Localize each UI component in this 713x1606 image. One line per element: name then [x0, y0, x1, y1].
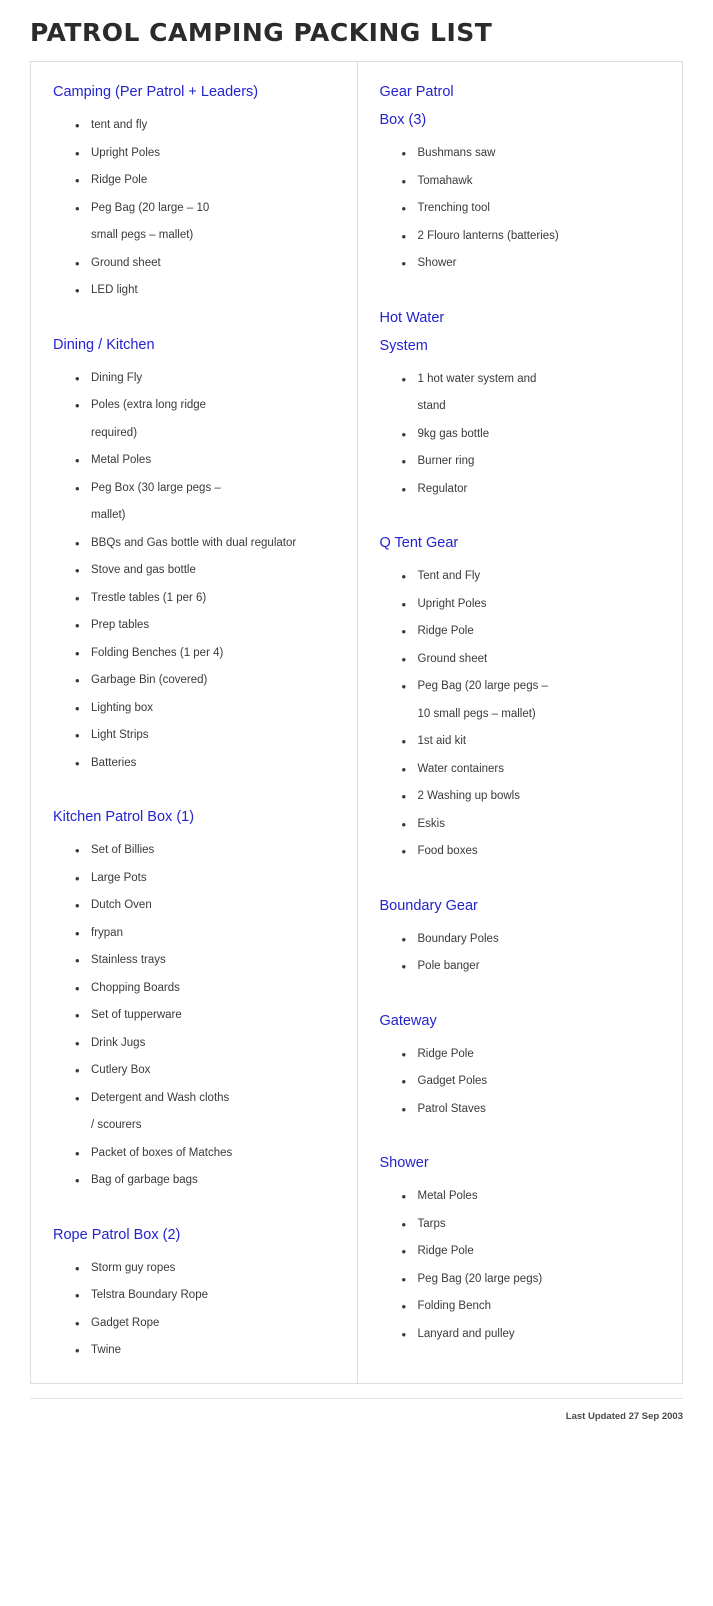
list-item-text: Upright Poles — [91, 146, 161, 159]
list-item-text: Detergent and Wash cloths — [91, 1091, 230, 1104]
list-item — [75, 920, 347, 948]
list-item-text: Gadget Poles — [417, 1075, 488, 1087]
list-item-text: Tent and Fly — [417, 570, 481, 582]
section-heading — [380, 529, 673, 557]
section-item-list — [53, 365, 347, 778]
section-heading-text: Hot Water — [379, 309, 445, 326]
list-item — [402, 953, 673, 981]
list-item — [75, 612, 347, 640]
list-item — [402, 366, 673, 421]
list-item-text-continued: / scourers — [91, 1119, 142, 1131]
list-item — [402, 140, 673, 168]
section-heading-text-line2: System — [379, 337, 428, 354]
list-item-text: Garbage Bin (covered) — [91, 674, 208, 686]
list-item-text: Upright Poles — [417, 597, 487, 610]
list-item — [75, 837, 347, 865]
list-item-text: Prep tables — [91, 619, 150, 631]
list-item-text-continued: required) — [91, 426, 138, 439]
list-item-text: Trestle tables (1 per 6) — [91, 591, 207, 604]
list-item — [75, 277, 347, 305]
section-heading-text: Rope Patrol Box (2) — [53, 1226, 181, 1243]
list-item — [75, 695, 347, 723]
section-heading — [53, 1221, 347, 1249]
list-item — [402, 1183, 673, 1211]
list-item — [75, 1282, 347, 1310]
list-item-text: Trenching tool — [417, 202, 490, 214]
list-item-text: Batteries — [91, 756, 137, 769]
section-item-list — [380, 366, 673, 504]
section-heading — [380, 78, 673, 134]
list-item — [75, 947, 347, 975]
list-item-text: Lanyard and pulley — [417, 1327, 515, 1340]
list-item — [75, 250, 347, 278]
list-item-text: Ridge Pole — [91, 174, 148, 186]
list-item-text: Burner ring — [417, 455, 475, 467]
list-item-text: Bag of garbage bags — [91, 1174, 198, 1186]
list-item-text: BBQs and Gas bottle with dual regulator — [91, 536, 297, 549]
section-item-list — [53, 837, 347, 1195]
section-heading — [380, 1007, 673, 1035]
list-item — [402, 1096, 673, 1124]
list-item — [402, 1068, 673, 1096]
section-item-list — [380, 563, 673, 866]
list-item — [402, 926, 673, 954]
list-item-text: 9kg gas bottle — [417, 427, 490, 440]
list-item — [75, 975, 347, 1003]
section-heading-text: Camping (Per Patrol + Leaders) — [53, 84, 259, 100]
list-item — [75, 447, 347, 475]
list-item-text: Twine — [91, 1344, 122, 1356]
section-heading-text: Q Tent Gear — [379, 535, 459, 551]
page-title: PATROL CAMPING PACKING LIST — [30, 18, 493, 47]
list-item — [75, 1002, 347, 1030]
list-item — [75, 1140, 347, 1168]
list-item — [75, 195, 347, 250]
list-item-text: Gadget Rope — [91, 1316, 160, 1329]
list-item — [75, 140, 347, 168]
list-item — [402, 811, 673, 839]
list-item — [75, 865, 347, 893]
list-item-text: Ground sheet — [417, 652, 488, 665]
section-heading-text: Gear Patrol — [379, 84, 454, 100]
section-item-list — [380, 140, 673, 278]
list-item — [75, 667, 347, 695]
list-item — [75, 1337, 347, 1365]
section-heading — [380, 1149, 673, 1177]
list-item-text: Ridge Pole — [417, 1245, 474, 1257]
list-item — [75, 392, 347, 447]
list-item — [402, 223, 673, 251]
list-item — [75, 892, 347, 920]
list-item — [402, 1293, 673, 1321]
list-item — [402, 250, 673, 278]
list-item-text: Peg Box (30 large pegs – — [91, 481, 221, 494]
list-item-text-continued: mallet) — [91, 509, 126, 521]
list-item-text: Ground sheet — [91, 256, 161, 269]
list-item-text: Storm guy ropes — [91, 1261, 176, 1274]
list-item — [75, 365, 347, 393]
list-item — [402, 838, 673, 866]
section-item-list — [53, 112, 347, 305]
list-item-text-continued: small pegs – mallet) — [91, 229, 194, 241]
list-item-text: Cutlery Box — [91, 1064, 151, 1076]
list-item-text: Water containers — [417, 762, 504, 775]
list-item-text: Dutch Oven — [91, 899, 152, 911]
list-item-text: Set of Billies — [91, 844, 155, 856]
list-item-text: Set of tupperware — [91, 1009, 182, 1021]
list-item — [75, 722, 347, 750]
section-heading — [380, 304, 673, 360]
list-item-text: Lighting box — [91, 701, 154, 714]
list-item — [402, 646, 673, 674]
list-item — [402, 728, 673, 756]
section-heading — [53, 78, 347, 106]
list-item — [402, 1238, 673, 1266]
list-item-text-continued: stand — [417, 400, 446, 412]
list-item-text: Shower — [417, 257, 457, 269]
list-item-text: 2 Washing up bowls — [417, 790, 520, 802]
list-item — [402, 421, 673, 449]
list-item-text: Dining Fly — [91, 371, 143, 384]
list-item-text: Pole banger — [417, 960, 480, 972]
list-item-text: Ridge Pole — [417, 1047, 474, 1060]
list-item-text: Drink Jugs — [91, 1036, 146, 1049]
list-item-text: Regulator — [417, 482, 468, 495]
list-item-text: Tomahawk — [417, 174, 473, 187]
section-heading — [53, 803, 347, 831]
list-item — [402, 1211, 673, 1239]
list-item-text: Stove and gas bottle — [91, 564, 196, 576]
section-heading-text: Shower — [379, 1155, 429, 1171]
list-item-text: Folding Bench — [417, 1300, 492, 1312]
list-item — [402, 618, 673, 646]
list-item-text: 1st aid kit — [417, 735, 467, 747]
list-item — [75, 585, 347, 613]
list-item — [402, 563, 673, 591]
last-updated-note: Last Updated 27 Sep 2003 — [30, 1398, 683, 1422]
section-item-list — [53, 1255, 347, 1365]
list-item — [402, 783, 673, 811]
list-item-text: Telstra Boundary Rope — [91, 1289, 208, 1301]
packing-list-table — [30, 61, 683, 1384]
list-item — [75, 1255, 347, 1283]
list-item — [75, 640, 347, 668]
list-item-text: Metal Poles — [91, 454, 152, 466]
list-item-text-continued: 10 small pegs – mallet) — [417, 707, 536, 720]
list-item — [75, 1057, 347, 1085]
list-item-text: Eskis — [417, 817, 445, 830]
list-item-text: Chopping Boards — [91, 981, 180, 994]
section-item-list — [380, 1041, 673, 1124]
list-item-text: Food boxes — [417, 845, 478, 857]
list-item-text: Poles (extra long ridge — [91, 399, 207, 411]
list-item — [75, 530, 347, 558]
list-item — [75, 112, 347, 140]
list-item — [75, 1030, 347, 1058]
list-item-text: Tarps — [417, 1217, 446, 1230]
list-item — [75, 1310, 347, 1338]
list-item-text: Stainless trays — [91, 954, 166, 966]
list-item-text: 2 Flouro lanterns (batteries) — [417, 229, 559, 242]
section-heading-text: Gateway — [379, 1012, 437, 1029]
list-item-text: Bushmans saw — [417, 147, 496, 159]
list-item — [75, 750, 347, 778]
list-item — [402, 756, 673, 784]
list-item — [402, 476, 673, 504]
list-item — [75, 557, 347, 585]
column-left — [31, 62, 357, 1383]
list-item-text: Light Strips — [91, 729, 149, 741]
list-item — [75, 1085, 347, 1140]
list-item — [75, 475, 347, 530]
section-heading-text: Boundary Gear — [379, 897, 478, 914]
list-item-text: Peg Bag (20 large pegs – — [417, 680, 548, 692]
document-page — [0, 18, 713, 1422]
list-item-text: Packet of boxes of Matches — [91, 1146, 233, 1159]
section-item-list — [380, 1183, 673, 1348]
section-item-list — [380, 926, 673, 981]
list-item — [75, 167, 347, 195]
list-item — [402, 1321, 673, 1349]
list-item — [402, 591, 673, 619]
list-item — [402, 673, 673, 728]
section-heading-text: Dining / Kitchen — [53, 336, 155, 353]
list-item-text: tent and fly — [91, 119, 148, 131]
list-item — [402, 448, 673, 476]
list-item-text: LED light — [91, 284, 138, 296]
list-item-text: frypan — [91, 926, 123, 939]
column-right — [357, 62, 683, 1383]
list-item-text: Folding Benches (1 per 4) — [91, 646, 224, 659]
list-item — [75, 1167, 347, 1195]
list-item-text: 1 hot water system and — [417, 372, 537, 385]
section-heading-text: Kitchen Patrol Box (1) — [53, 809, 195, 825]
list-item — [402, 168, 673, 196]
list-item — [402, 1266, 673, 1294]
list-item — [402, 195, 673, 223]
list-item-text: Ridge Pole — [417, 625, 474, 637]
section-heading-text-line2: Box (3) — [379, 112, 427, 128]
list-item-text: Peg Bag (20 large – 10 — [91, 201, 210, 214]
list-item-text: Patrol Staves — [417, 1102, 486, 1115]
list-item-text: Boundary Poles — [417, 932, 499, 945]
list-item-text: Large Pots — [91, 871, 147, 884]
list-item — [402, 1041, 673, 1069]
section-heading — [53, 331, 347, 359]
list-item-text: Peg Bag (20 large pegs) — [417, 1272, 543, 1285]
section-heading — [380, 892, 673, 920]
list-item-text: Metal Poles — [417, 1190, 478, 1202]
